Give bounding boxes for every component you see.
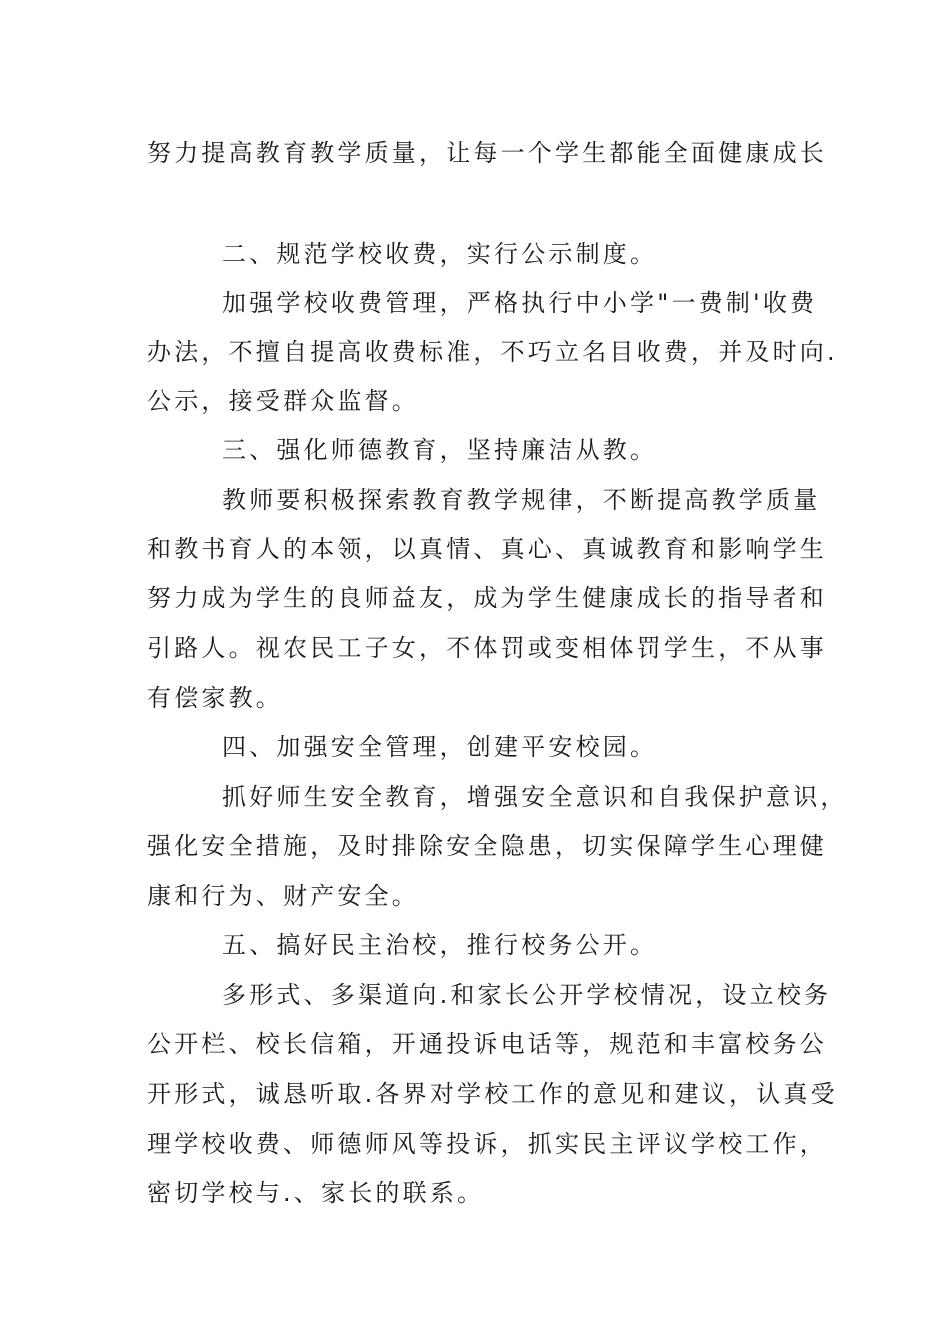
section-heading: 二、规范学校收费，实行公示制度。 bbox=[222, 240, 658, 268]
section-heading: 五、搞好民主治校，推行校务公开。 bbox=[222, 931, 658, 959]
text-line: 教师要积极探索教育教学规律，不断提高教学质量 bbox=[222, 486, 821, 514]
text-line: 多形式、多渠道向.和家长公开学校情况，设立校务 bbox=[222, 981, 832, 1009]
text-line: 努力成为学生的良师益友，成为学生健康成长的指导者和 bbox=[147, 584, 827, 612]
text-line: 努力提高教育教学质量，让每一个学生都能全面健康成长 bbox=[147, 139, 827, 167]
text-line: 有偿家教。 bbox=[147, 684, 283, 712]
text-line: 理学校收费、师德师风等投诉，抓实民主评议学校工作， bbox=[147, 1130, 827, 1158]
text-line: 抓好师生安全教育，增强安全意识和自我保护意识， bbox=[222, 783, 848, 811]
text-line: 和教书育人的本领，以真情、真心、真诚教育和影响学生 bbox=[147, 535, 827, 563]
section-heading: 四、加强安全管理，创建平安校园。 bbox=[222, 733, 658, 761]
text-line: 公示，接受群众监督。 bbox=[147, 387, 419, 415]
text-line: 密切学校与.、家长的联系。 bbox=[147, 1179, 485, 1207]
text-line: 康和行为、财产安全。 bbox=[147, 882, 419, 910]
text-line: 开形式，诚恳听取.各界对学校工作的意见和建议，认真受 bbox=[147, 1080, 838, 1108]
text-line: 强化安全措施，及时排除安全隐患，切实保障学生心理健 bbox=[147, 832, 827, 860]
section-heading: 三、强化师德教育，坚持廉洁从教。 bbox=[222, 436, 658, 464]
text-line: 公开栏、校长信箱，开通投诉电话等，规范和丰富校务公 bbox=[147, 1030, 827, 1058]
text-line: 加强学校收费管理，严格执行中小学"一费制'收费 bbox=[222, 289, 818, 317]
text-line: 引路人。视农民工子女，不体罚或变相体罚学生，不从事 bbox=[147, 634, 827, 662]
text-line: 办法，不擅自提高收费标准，不巧立名目收费，并及时向. bbox=[147, 338, 838, 366]
